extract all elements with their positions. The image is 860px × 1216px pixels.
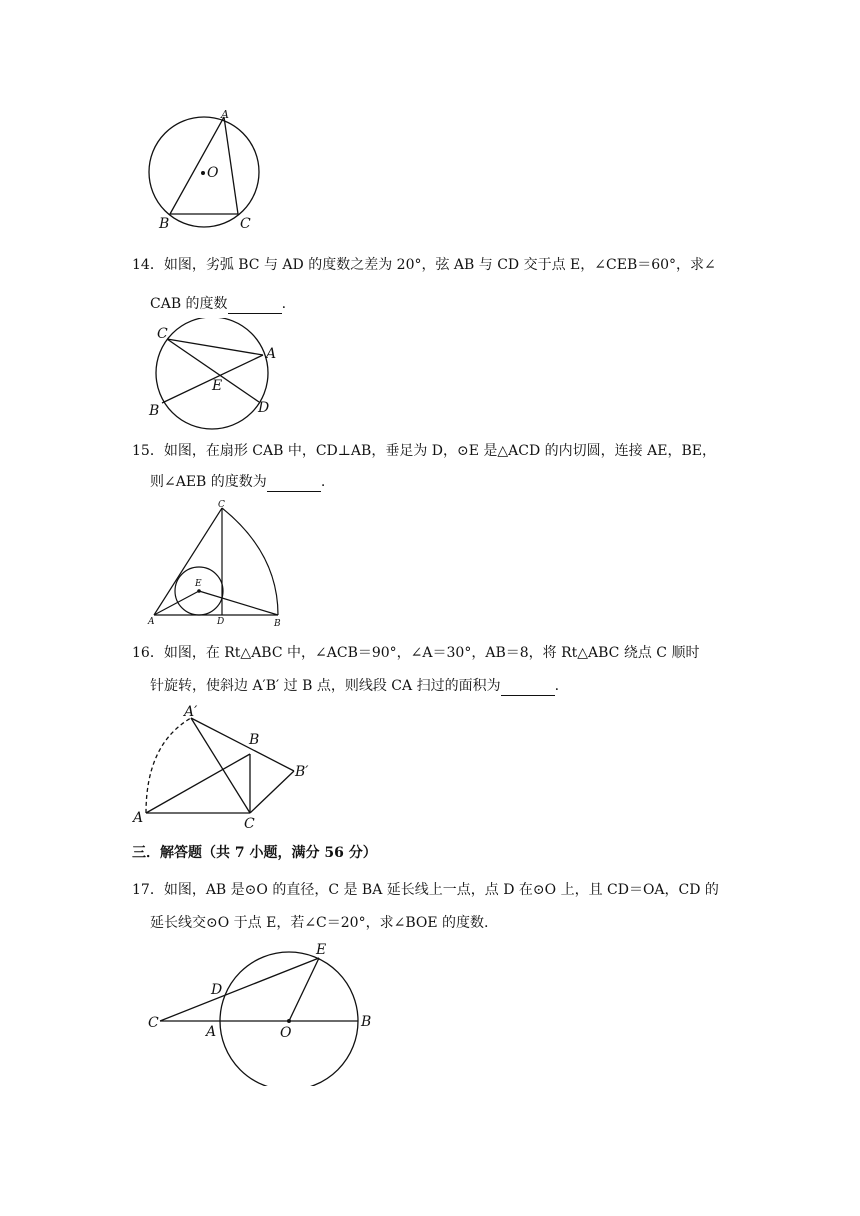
label-C: C	[148, 1015, 159, 1031]
section-3-title: 三．解答题（共 7 小题，满分 56 分）	[132, 845, 377, 861]
label-E: E	[316, 942, 327, 958]
label-E: E	[195, 579, 202, 589]
q17-line1: 17．如图，AB 是⊙O 的直径，C 是 BA 延长线上一点，点 D 在⊙O 上，且 CD＝OA，CD 的	[132, 882, 719, 898]
q15-line1: 15．如图，在扇形 CAB 中，CD⊥AB，垂足为 D，⊙E 是△ACD 的内切圆，连接 AE，BE，	[132, 443, 716, 459]
q17-line2: 延长线交⊙O 于点 E，若∠C＝20°，求∠BOE 的度数.	[150, 915, 489, 931]
q14-line2-text: CAB 的度数	[150, 296, 228, 312]
figure-q17-circle-secant	[140, 936, 380, 1086]
label-A-prime: A′	[184, 704, 198, 720]
label-O: O	[207, 165, 219, 181]
q14-line2	[150, 294, 286, 314]
q16-line2-text: 针旋转，使斜边 A′B′ 过 B 点，则线段 CA 扫过的面积为	[150, 678, 501, 694]
label-C: C	[244, 816, 255, 832]
q15-line2-end: .	[320, 474, 326, 490]
label-D: D	[258, 400, 270, 416]
q16-line2	[150, 676, 559, 696]
label-C: C	[240, 216, 251, 232]
figure-q14-circle-chords	[146, 318, 286, 430]
label-B: B	[159, 216, 170, 232]
q16-line1: 16．如图，在 Rt△ABC 中，∠ACB＝90°，∠A＝30°，AB＝8，将 Rt△ABC 绕点 C 顺时	[132, 645, 700, 661]
label-A: A	[221, 108, 229, 121]
figure-q13-circle-triangle	[140, 104, 270, 234]
q14-line2-end: .	[281, 296, 287, 312]
label-D: D	[217, 617, 225, 627]
label-A: A	[133, 810, 144, 826]
label-A: A	[206, 1024, 217, 1040]
label-C: C	[218, 500, 225, 510]
label-O: O	[280, 1025, 292, 1041]
q15-line2	[150, 472, 325, 492]
label-B-prime: B′	[295, 764, 309, 780]
label-E: E	[212, 378, 223, 394]
label-B: B	[361, 1014, 372, 1030]
q16-line2-end: .	[554, 678, 560, 694]
q14-answer-blank[interactable]	[228, 299, 282, 314]
q15-line2-text: 则∠AEB 的度数为	[150, 474, 267, 490]
figure-q16-rotation	[128, 704, 324, 832]
label-B: B	[249, 732, 260, 748]
label-B: B	[149, 403, 160, 419]
label-C: C	[157, 326, 168, 342]
label-B: B	[274, 619, 281, 628]
label-D: D	[211, 982, 223, 998]
label-A: A	[148, 617, 155, 627]
q16-answer-blank[interactable]	[501, 681, 555, 696]
q15-answer-blank[interactable]	[267, 477, 321, 492]
q14-line1: 14．如图，劣弧 BC 与 AD 的度数之差为 20°，弦 AB 与 CD 交于点 E，∠CEB＝60°，求∠	[132, 257, 716, 273]
figure-q15-sector-incircle	[144, 498, 290, 628]
label-A: A	[266, 346, 277, 362]
